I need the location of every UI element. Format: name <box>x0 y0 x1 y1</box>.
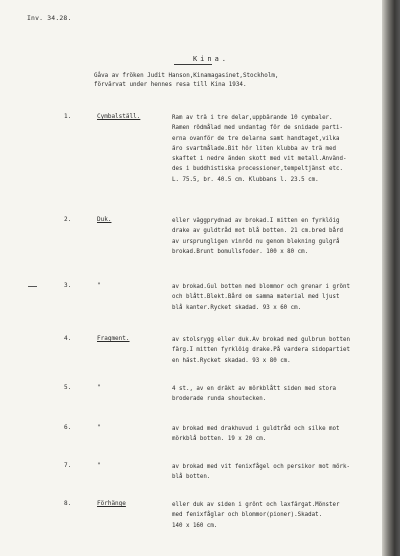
entry-line: äro svartmålade.Bit hör liten klubba av trä med <box>172 145 337 152</box>
entry-number: 8. <box>64 500 72 507</box>
entry-description <box>172 216 377 257</box>
entry-line: brokad.Brunt bomullsfoder. 100 x 80 cm. <box>172 248 309 255</box>
entry-label: Förhänge <box>97 500 126 507</box>
entry-label: Fragment. <box>97 335 130 342</box>
entry-description <box>172 282 377 313</box>
entry-line: av ursprungligen vinröd nu genom blekning gulgrå <box>172 238 340 245</box>
entry-line: av stolsrygg eller duk.Av brokad med gulbrun botten <box>172 337 350 343</box>
entry-line: mörkblå botten. 19 x 20 cm. <box>172 436 267 443</box>
entry-label: " <box>97 282 101 289</box>
entry-description <box>172 500 377 531</box>
entry-number: 4. <box>64 335 72 342</box>
entry-line: 140 x 160 cm. <box>172 522 218 529</box>
entry-number: 5. <box>64 384 72 391</box>
entry-line: Ramen rödmålad med undantag för de snidade parti- <box>172 125 344 132</box>
intro-line: förvärvat under hennes resa till Kina 1934. <box>94 82 247 88</box>
entry-line: blå botten. <box>172 474 211 481</box>
entry-line: med fenixfåglar och blommor(pioner).Skadat. <box>172 512 323 519</box>
entry-description <box>172 384 377 405</box>
entry-number: 2. <box>64 216 72 223</box>
entry-description <box>172 462 377 483</box>
entry-line: 4 st., av en dräkt av mörkblått siden med stora <box>172 386 337 392</box>
entry-line: drake av guldtråd mot blå botten. 21 cm.bred bård <box>172 228 344 235</box>
entry-line: eller väggprydnad av brokad.I mitten en fyrklöig <box>172 218 340 224</box>
entry-label: Duk. <box>97 216 112 223</box>
entry-description <box>172 113 377 185</box>
intro-line: Gåva av fröken Judit Hanson,Kinamagasinet,Stockholm, <box>94 73 279 79</box>
entry-line: eller duk av siden i grönt och laxfärgat.Mönster <box>172 502 340 508</box>
entry-label: Cymbalställ. <box>97 113 141 120</box>
entry-number: 6. <box>64 424 72 431</box>
entry-label: " <box>97 462 101 469</box>
entry-number: 7. <box>64 462 72 469</box>
entry-line: färg.I mitten fyrklöig drake.På vardera sidopartiet <box>172 347 350 354</box>
entry-number: 3. <box>64 282 72 289</box>
entry-line: L. 75.5, br. 40.5 cm. Klubbans l. 23.5 cm. <box>172 176 319 183</box>
entry-line: des i buddhistiska processioner,tempeltjänst etc. <box>172 166 344 173</box>
margin-mark <box>28 286 37 287</box>
entry-description <box>172 335 377 366</box>
page-binding-edge <box>382 0 400 556</box>
entry-line: en häst.Rycket skadad. 93 x 80 cm. <box>172 357 291 364</box>
page-title: Kina. <box>192 55 230 63</box>
inventory-number: Inv. 34.28. <box>27 14 72 22</box>
entry-line: och blått.Blekt.Bård om samma material med ljust <box>172 294 340 301</box>
entry-line: av brokad med drakhuvud i guldtråd och silke mot <box>172 426 340 432</box>
entry-line: erna ovanför de tre delarna samt handtaget,vilka <box>172 135 340 142</box>
title-underline <box>174 64 212 65</box>
entry-label: " <box>97 384 101 391</box>
entry-line: blå kanter.Rycket skadad. 93 x 60 cm. <box>172 304 302 311</box>
entry-line: skaftet i nedre änden skott med vit metall.Använd- <box>172 156 347 163</box>
intro-text <box>94 72 364 90</box>
entry-line: Ram av trä i tre delar,uppbärande 10 cymbaler. <box>172 115 333 121</box>
entry-description <box>172 424 377 445</box>
entry-number: 1. <box>64 113 72 120</box>
entry-line: av brokad.Gul botten med blommor och grenar i grönt <box>172 284 350 290</box>
entry-label: " <box>97 424 101 431</box>
entry-line: av brokad med vit fenixfågel och persikor mot mörk- <box>172 464 350 470</box>
entry-line: broderade runda shoutecken. <box>172 396 267 403</box>
